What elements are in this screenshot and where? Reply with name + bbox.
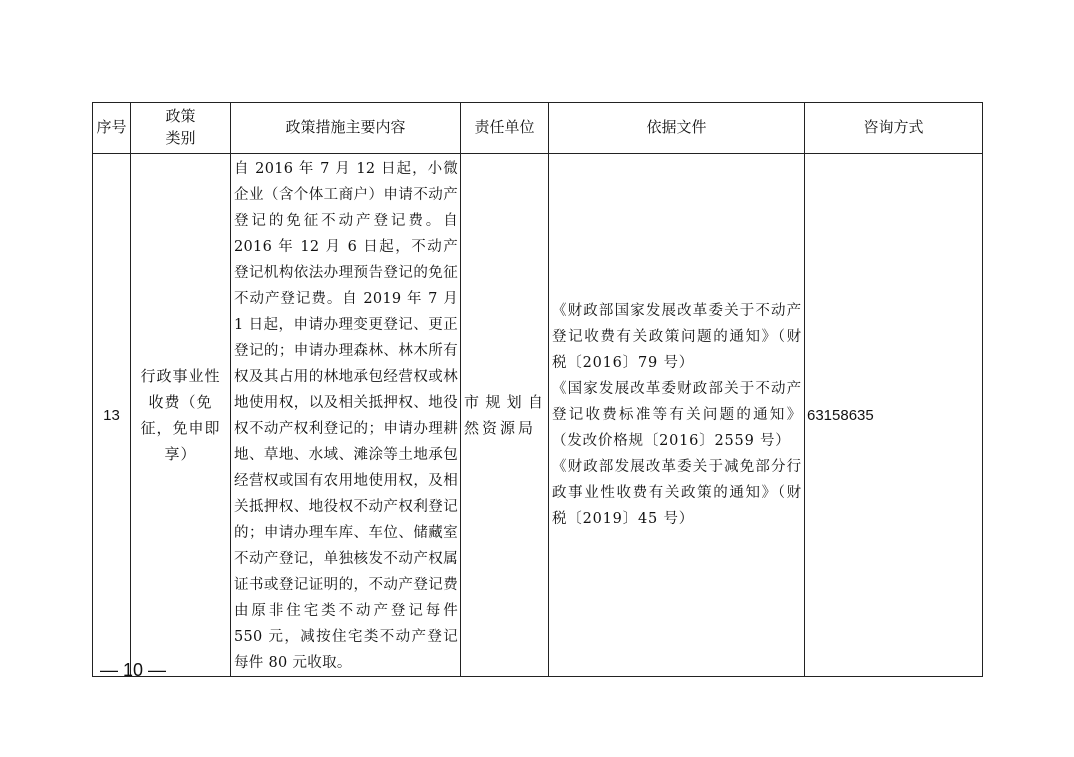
document-item-3: 《财政部发展改革委关于减免部分行政事业性收费有关政策的通知》（财税〔2019〕45 号）: [552, 459, 802, 527]
header-contact: 咨询方式: [805, 103, 983, 154]
header-serial-number: 序号: [93, 103, 131, 154]
header-policy-category: [131, 103, 231, 154]
policy-table: [92, 102, 983, 677]
table-row: [93, 154, 983, 677]
row-responsible-unit: 市规划自然资源局: [464, 393, 546, 437]
header-basis-documents: 依据文件: [549, 103, 805, 154]
table-header-row: [93, 103, 983, 154]
row-contact-cell: [805, 154, 983, 677]
row-serial-number: 13: [93, 154, 131, 677]
row-content-cell: [231, 154, 461, 677]
row-policy-content: 自 2016 年 7 月 12 日起，小微企业（含个体工商户）申请不动产登记的免征不动产登记费。自 2016 年 12 月 6 日起，不动产登记机构依法办理预告登记的免征不动产登记费。自 2019 年 7 月 1 日起，申请办理变更登记、更正登记的；申请办理森林、林木所有权及其占用的林地承包经营权或林地使用权，以及相关抵押权、地役权不动产权利登记的；申请办理耕地、草地、水域、滩涂等土地承包经营权或国有农用地使用权，及相关抵押权、地役权不动产权利登记的；申请办理车库、车位、储藏室不动产登记，单独核发不动产权属证书或登记证明的，不动产登记费由原非住宅类不动产登记每件 550 元，减按住宅类不动产登记每件 80 元收取。: [234, 161, 458, 671]
header-responsible-unit: 责任单位: [461, 103, 549, 154]
header-category-line1: 政策: [165, 108, 196, 125]
header-category-line2: 类别: [165, 130, 196, 147]
row-unit-cell: [461, 154, 549, 677]
document-item-2: 《国家发展改革委财政部关于不动产登记收费标准等有关问题的通知》（发改价格规〔2016〕2559 号）: [552, 381, 802, 449]
header-policy-content: 政策措施主要内容: [231, 103, 461, 154]
row-category: 行政事业性收费（免征，免申即享）: [140, 367, 221, 463]
row-contact-phone: 63158635: [807, 406, 874, 424]
row-documents-cell: [549, 154, 805, 677]
document-item-1: 《财政部国家发展改革委关于不动产登记收费有关政策问题的通知》（财税〔2016〕79 号）: [552, 303, 802, 371]
row-category-cell: [131, 154, 231, 677]
row-documents: [549, 298, 804, 532]
page-number: — 10 —: [100, 660, 167, 680]
